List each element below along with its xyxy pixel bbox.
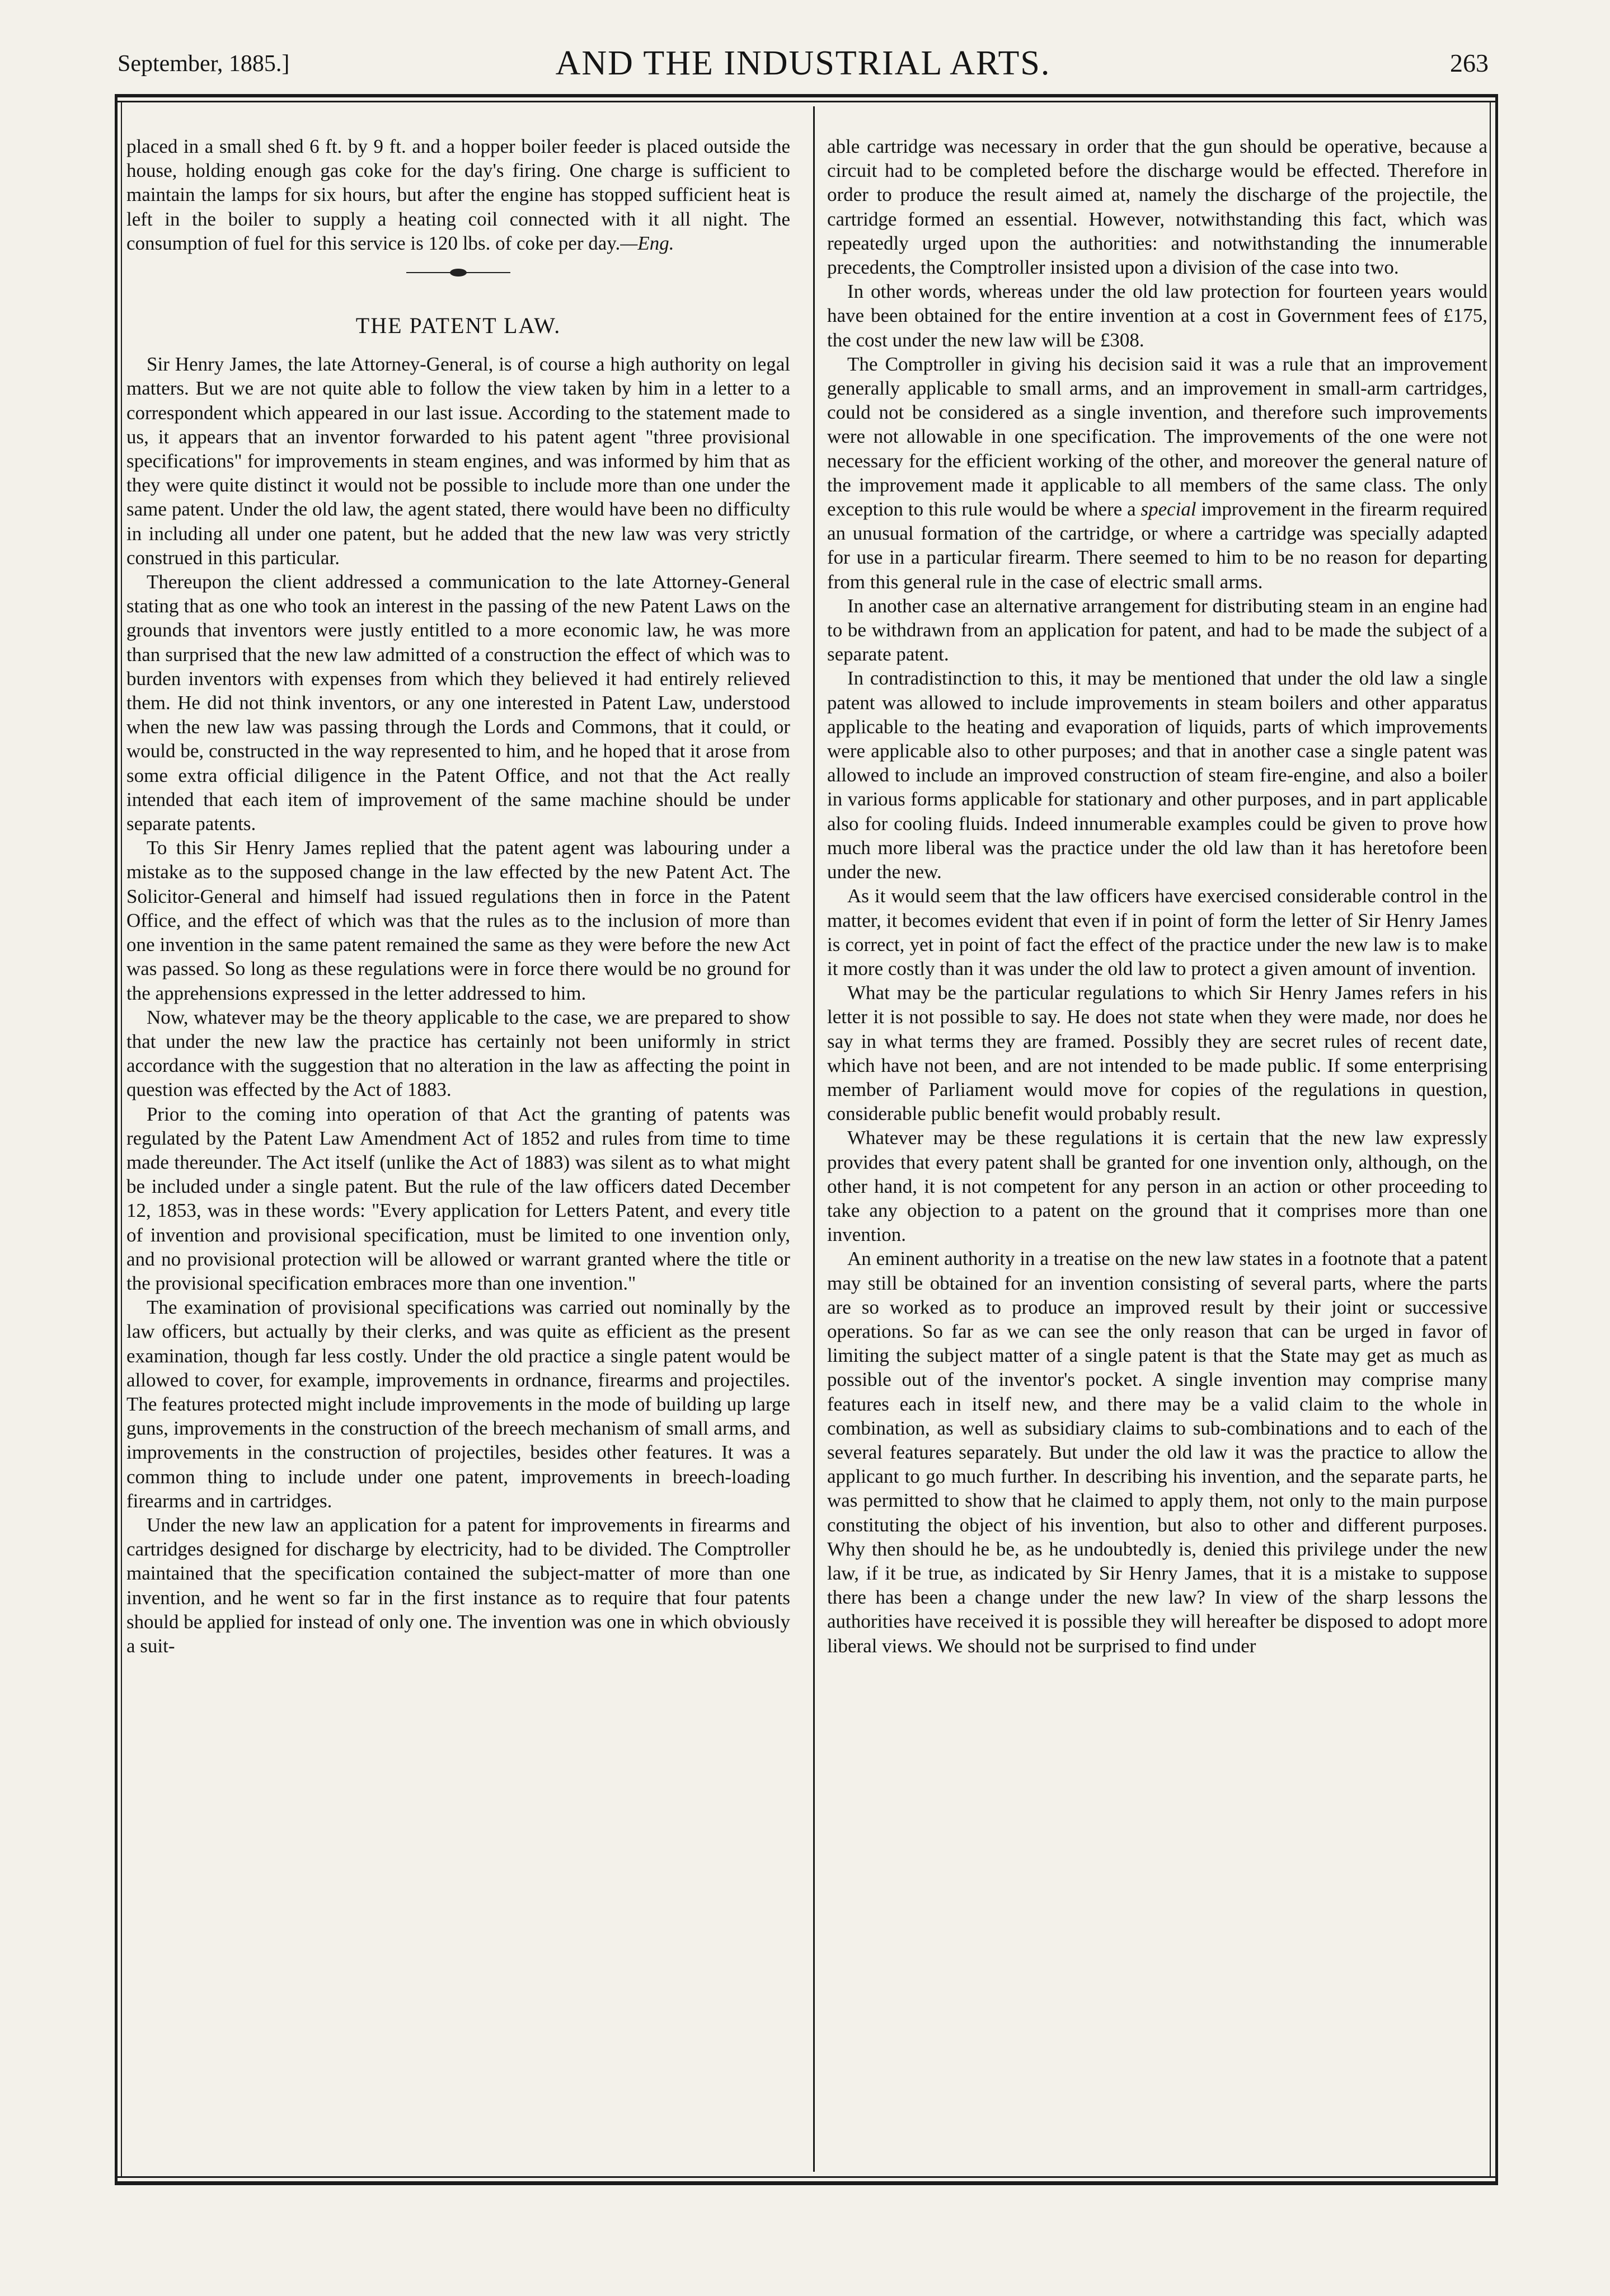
page-number: 263 bbox=[1450, 49, 1489, 77]
paragraph: Thereupon the client addressed a communication to the late Attorney-General stating that as one who took an interest in the passing of the new Patent Laws on the grounds that inventors were justly entitled to a more economic law, he was more than surprised that the new law admitted of a construction the effect of which was to burden inventors with expenses from which they believed it had entirely relieved them. He did not think inventors, or any one interested in Patent Law, understood when the new law was passing through the Lords and Commons, that it could, or would be, constructed in the way represented to him, and he hoped that it arose from some extra official diligence in the Patent Office, and not that the Act really intended that each item of improvement of the same machine should be under separate patents. bbox=[126, 571, 790, 835]
paragraph: What may be the particular regulations to which Sir Henry James refers in his letter it is not possible to say. He does not state when they were made, nor does he say in what terms they are framed. Possibly they are secret rules of recent date, which have not been, and are not intended to be made public. If some enterprising member of Parliament would move for copies of the regulations in question, considerable public benefit would probably result. bbox=[827, 982, 1487, 1125]
paragraph: In other words, whereas under the old law protection for fourteen years would have been obtained for the entire invention at a cost in Government fees of £175, the cost under the new law will be £308. bbox=[827, 280, 1487, 351]
paragraph: As it would seem that the law officers have exercised considerable control in the matter, it becomes evident that even if in point of form the letter of Sir Henry James is correct, yet in point of fact the effect of the practice under the new law is to make it more costly than it was under the old law to protect a given amount of invention. bbox=[827, 885, 1487, 980]
paragraph: Prior to the coming into operation of that Act the granting of patents was regulated by the Patent Law Amendment Act of 1852 and rules from time to time made thereunder. The Act itself (unlike the Act of 1883) was silent as to what might be included under a single patent. But the rule of the law officers dated December 12, 1853, was in these words: "Every application for Letters Patent, and every title of invention and provisional specification, must be limited to one invention only, and no provisional protection will be allowed or warrant granted where the title or the provisional specification embraces more than one invention." bbox=[126, 1103, 790, 1294]
top-rule-thick bbox=[115, 94, 1498, 97]
paragraph: Under the new law an application for a patent for improvements in firearms and cartridges designed for discharge by electricity, had to be divided. The Comptroller maintained that the specification contained the subject-matter of more than one invention, and he went so far in the first instance as to require that four patents should be applied for instead of only one. The invention was one in which obviously a suit- bbox=[126, 1514, 790, 1657]
paragraph-text: improvement in the firearm required an unusual formation of the cartridge, or where a cartridge was specially adapted for use in a particular firearm. There seemed to him to be no reason for departing from this general rule in the case of electric small arms. bbox=[827, 498, 1488, 593]
running-header bbox=[118, 44, 1489, 88]
left-border-inner bbox=[121, 102, 122, 2177]
column-divider bbox=[813, 106, 815, 2172]
top-rule-thin bbox=[115, 101, 1498, 102]
paragraph bbox=[827, 352, 1487, 594]
paragraph: To this Sir Henry James replied that the patent agent was labouring under a mistake as to the supposed change in the law effected by the new Patent Act. The Solicitor-General and himself had issued regulations then in force in the Patent Office, and the effect of which was that the rules as to the inclusion of more than one invention in the same patent remained the same as they were before the new Act was passed. So long as these regulations were in force there would be no ground for the apprehensions expressed in the letter addressed to him. bbox=[126, 837, 790, 1004]
issue-date: September, 1885.] bbox=[118, 51, 290, 77]
paragraph: An eminent authority in a treatise on the new law states in a footnote that a patent may still be obtained for an invention consisting of several parts, where the parts are so worked as to produce an improved result by their joint or successive operations. So far as we can see the only reason that can be urged in favor of limiting the subject matter of a single patent is that the State may get as much as possible out of the inventor's pocket. A single invention may comprise many features each in itself new, and there may be a valid claim to the whole in combination, as well as subsidiary claims to sub-combinations and to each of the several features separately. But under the old law it was the practice to allow the applicant to go much further. In describing his invention, and the separate parts, he was permitted to show that he claimed to apply them, not only to the main purpose constituting the object of his invention, but also to other and different purposes. Why then should he be, as he undoubtedly is, denied this privilege under the new law, if it be true, as indicated by Sir Henry James, that it is a mistake to suppose there has been a change under the new law? In view of the sharp lessons the authorities have received it is possible they will hereafter be disposed to adopt more liberal views. We should not be surprised to find under bbox=[827, 1248, 1487, 1657]
source-credit: —Eng. bbox=[620, 232, 674, 254]
bottom-rule-thin bbox=[115, 2176, 1498, 2178]
left-border bbox=[115, 94, 118, 2185]
continued-text: placed in a small shed 6 ft. by 9 ft. and a hopper boiler feeder is placed outside the house, holding enough gas coke for the day's firing. One charge is sufficient to maintain the lamps for six hours, but after the engine has stopped sufficient heat is left in the boiler to supply a heating coil connected with it all night. The consumption of fuel for this service is 120 lbs. of coke per day. bbox=[126, 135, 790, 254]
right-border-inner bbox=[1490, 102, 1491, 2177]
paragraph: Now, whatever may be the theory applicable to the case, we are prepared to show that under the new law the practice has certainly not been uniformly in strict accordance with the suggestion that no alteration in the law as affecting the point in question was effected by the Act of 1883. bbox=[126, 1006, 790, 1101]
paragraph: able cartridge was necessary in order that the gun should be operative, because a circuit had to be completed before the discharge would be effected. Therefore in order to produce the result aimed at, namely the discharge of the projectile, the cartridge formed an essential. However, notwithstanding this fact, which was repeatedly urged upon the authorities: and notwithstanding the innumerable precedents, the Comptroller insisted upon a division of the case into two. bbox=[827, 135, 1487, 279]
paragraph: In another case an alternative arrangement for distributing steam in an engine had to be withdrawn from an application for patent, and had to be made the subject of a separate patent. bbox=[827, 594, 1487, 666]
paragraph: The examination of provisional specifications was carried out nominally by the law officers, but actually by their clerks, and was quite as efficient as the present examination, though far less costly. Under the old practice a single patent would be allowed to cover, for example, improvements in ordnance, firearms and projectiles. The features protected might include improvements in the mode of building up large guns, improvements in the construction of the breech mechanism of small arms, and improvements in the construction of projectiles, besides other features. It was a common thing to include under one patent, improvements in breech-loading firearms and in cartridges. bbox=[126, 1296, 790, 1512]
paragraph: Whatever may be these regulations it is certain that the new law expressly provides that every patent shall be granted for one invention only, although, on the other hand, it is not competent for any person in an action or other proceeding to take any objection to a patent on the ground that it comprises more than one invention. bbox=[827, 1127, 1487, 1246]
paragraph-text: The Comptroller in giving his decision said it was a rule that an improvement generally applicable to small arms, and an improvement in small-arm cartridges, could not be considered as a single invention, and therefore such improvements were not allowable in one specification. The improvements of the one were not necessary for the efficient working of the other, and moreover the general nature of the improvement made it applicable to all members of the same class. The only exception to this rule would be where a bbox=[827, 353, 1487, 521]
left-column bbox=[126, 134, 790, 1658]
separator-ornament bbox=[450, 269, 467, 277]
right-border bbox=[1495, 94, 1498, 2185]
bottom-rule-thick bbox=[115, 2181, 1498, 2185]
journal-title: AND THE INDUSTRIAL ARTS. bbox=[555, 44, 1051, 82]
paragraph: In contradistinction to this, it may be mentioned that under the old law a single patent was allowed to include improvements in steam boilers and other apparatus applicable to the heating and evaporation of liquids, parts of which improvements were applicable also to other purposes; and that in another case a single patent was allowed to include an improved construction of steam fire-engine, and also a boiler in various forms applicable for stationary and other purposes, and in part applicable also for cooling fluids. Indeed innumerable examples could be given to prove how much more liberal was the practice under the old law than it has heretofore been under the new. bbox=[827, 667, 1487, 883]
right-column bbox=[827, 134, 1487, 1658]
section-separator bbox=[126, 255, 790, 294]
emphasis: special bbox=[1140, 498, 1196, 521]
article-title: THE PATENT LAW. bbox=[355, 313, 561, 339]
paragraph: Sir Henry James, the late Attorney-General, is of course a high authority on legal matters. But we are not quite able to follow the view taken by him in a letter to a correspondent which appeared in our last issue. According to the statement made to us, it appears that an inventor forwarded to his patent agent "three provisional specifications" for improvements in steam engines, and was informed by him that as they were quite distinct it would not be possible to include more than one under the same patent. Under the old law, the agent stated, there would have been no difficulty in including all under one patent, but he added that the new law was very strictly construed in this particular. bbox=[126, 353, 790, 569]
continued-paragraph bbox=[126, 134, 790, 255]
